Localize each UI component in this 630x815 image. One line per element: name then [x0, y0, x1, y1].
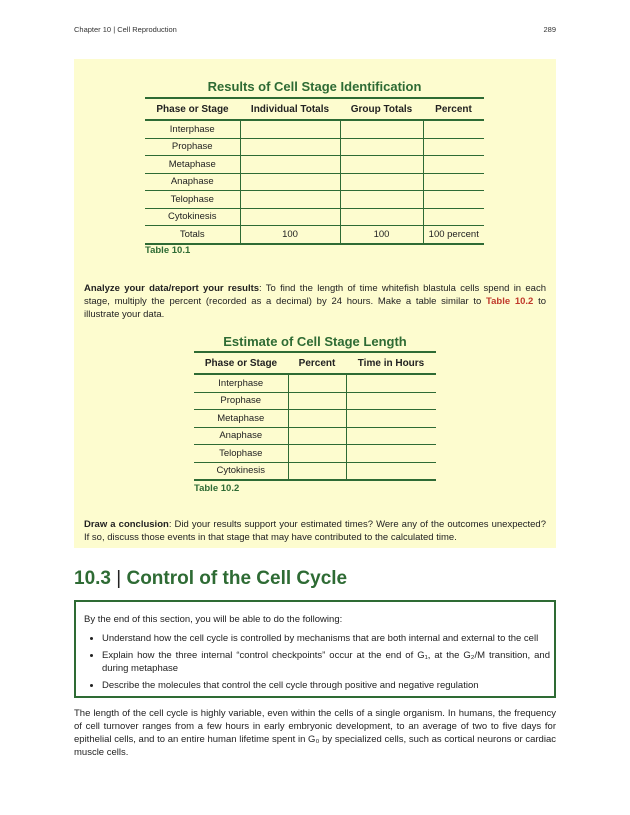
table-row — [194, 462, 436, 480]
table1-header: Phase or Stage — [145, 98, 240, 120]
body-paragraph: The length of the cell cycle is highly variable, even within the cells of a single organism. In humans, the frequency of cell turnover ranges from a few hours in early embryonic development, to an average of two to five days for epithelial cells, and to an entire human lifetime spent in G₀ by specialized cells, such as cortical neurons or cardiac muscle cells. — [74, 708, 556, 758]
table-cell — [240, 191, 340, 209]
section-separator: | — [116, 568, 122, 589]
table-cell — [240, 120, 340, 138]
table-cell — [240, 173, 340, 191]
table-cell: Cytokinesis — [194, 462, 288, 480]
analyze-lead: Analyze your data/report your results — [84, 283, 260, 294]
table-cell — [288, 462, 346, 480]
table-cell — [240, 156, 340, 174]
table-row — [145, 156, 484, 174]
table-cell: Interphase — [145, 120, 240, 138]
chapter-title: Chapter 10 | Cell Reproduction — [74, 25, 177, 34]
table-cell: Totals — [145, 226, 240, 244]
table-cell — [340, 120, 423, 138]
table-cell: Prophase — [145, 138, 240, 156]
table-row — [145, 226, 484, 244]
table-row — [194, 427, 436, 445]
analyze-text: : To find the length of time whitefish blastula cells spend in each stage, multiply the percent (recorded as a decimal) by 24 hours. Make a table similar to — [84, 283, 546, 307]
table-cell — [288, 392, 346, 410]
table-cell: Metaphase — [145, 156, 240, 174]
list-item: • Understand how the cell cycle is controlled by mechanisms that are both internal and external to the cell — [102, 632, 550, 645]
table-cell — [346, 374, 436, 392]
table-row — [194, 392, 436, 410]
table-cell — [340, 156, 423, 174]
table-cell — [340, 173, 423, 191]
table-cell — [346, 462, 436, 480]
table-cell: Interphase — [194, 374, 288, 392]
objectives-intro: By the end of this section, you will be able to do the following: — [84, 614, 343, 625]
table-cell — [423, 173, 484, 191]
table-cell — [240, 208, 340, 226]
table-row — [145, 173, 484, 191]
learning-objectives-box — [74, 600, 556, 698]
objectives-list — [84, 632, 550, 696]
table-row — [145, 120, 484, 138]
table-cell: Telophase — [145, 191, 240, 209]
table2-header: Percent — [288, 352, 346, 374]
analyze-text-end: to illustrate your data. — [84, 296, 546, 320]
analyze-paragraph — [84, 282, 546, 321]
table1-header: Individual Totals — [240, 98, 340, 120]
conclusion-paragraph — [84, 518, 546, 544]
page-number: 289 — [543, 25, 556, 34]
section-number: 10.3 — [74, 568, 111, 589]
table1-title: Results of Cell Stage Identification — [207, 79, 422, 94]
table-row — [145, 191, 484, 209]
table1 — [145, 97, 484, 245]
table-cell — [340, 191, 423, 209]
table-cell — [288, 427, 346, 445]
table-cell: Cytokinesis — [145, 208, 240, 226]
table-cell: 100 percent — [423, 226, 484, 244]
table-cell: Prophase — [194, 392, 288, 410]
table-cell — [288, 445, 346, 463]
table-row — [145, 208, 484, 226]
list-item: • Explain how the three internal “control checkpoints” occur at the end of G₁, at the G₂/M transition, and during metaphase — [102, 649, 550, 675]
table-row — [194, 445, 436, 463]
table2-header: Time in Hours — [346, 352, 436, 374]
table-cell — [240, 138, 340, 156]
table1-header: Percent — [423, 98, 484, 120]
table-cell — [346, 445, 436, 463]
conclusion-text: : Did your results support your estimated times? Were any of the outcomes unexpected? If so, discuss those events in that stage that may have contributed to the calculated time. — [84, 519, 546, 543]
table-cell — [423, 208, 484, 226]
table1-caption: Table 10.1 — [145, 245, 191, 256]
table2-caption: Table 10.2 — [194, 483, 240, 494]
list-item: • Describe the molecules that control the cell cycle through positive and negative regulation — [102, 679, 550, 692]
table-cell: Anaphase — [145, 173, 240, 191]
section-title: Control of the Cell Cycle — [126, 568, 348, 589]
table-cell — [288, 374, 346, 392]
table-row — [194, 410, 436, 428]
table-cell: 100 — [240, 226, 340, 244]
table-row — [145, 138, 484, 156]
table-cell — [423, 156, 484, 174]
table-10-2-link[interactable]: Table 10.2 — [486, 296, 534, 307]
table2-title: Estimate of Cell Stage Length — [223, 334, 407, 349]
table2-header: Phase or Stage — [194, 352, 288, 374]
conclusion-lead: Draw a conclusion — [84, 519, 169, 530]
table-cell — [423, 138, 484, 156]
table-cell — [346, 427, 436, 445]
table-cell — [340, 138, 423, 156]
table-row — [194, 374, 436, 392]
table-cell: 100 — [340, 226, 423, 244]
running-head — [74, 25, 556, 34]
table-cell — [340, 208, 423, 226]
table-cell: Anaphase — [194, 427, 288, 445]
table-cell: Telophase — [194, 445, 288, 463]
table2 — [194, 351, 436, 481]
table-cell: Metaphase — [194, 410, 288, 428]
table-cell — [423, 120, 484, 138]
section-heading — [74, 568, 347, 590]
table-cell — [346, 410, 436, 428]
table1-header: Group Totals — [340, 98, 423, 120]
table-cell — [423, 191, 484, 209]
table-cell — [346, 392, 436, 410]
table-cell — [288, 410, 346, 428]
